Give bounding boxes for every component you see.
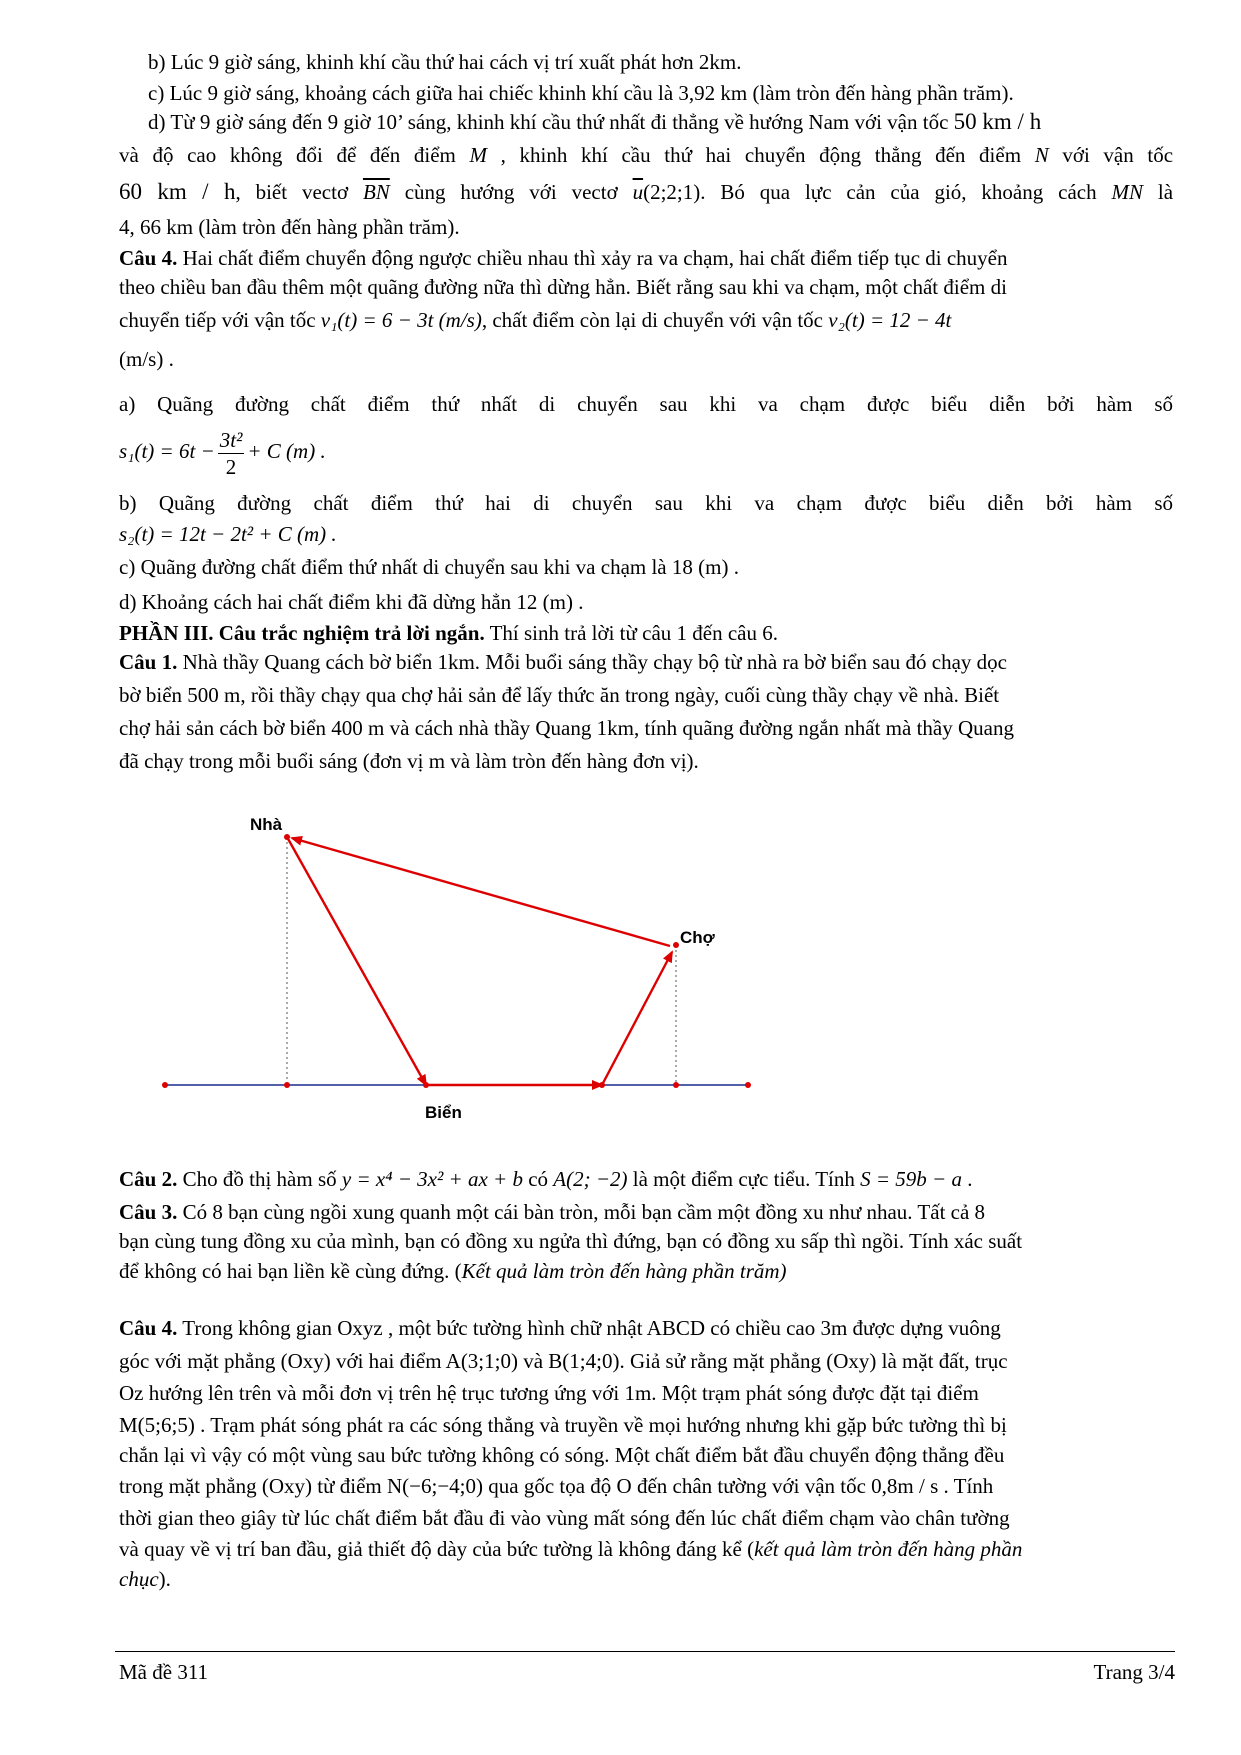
coast-point [673,1082,679,1088]
c4-line5: chắn lại vì vậy có một vùng sau bức tường không có sóng. Một chất điểm bắt đầu chuyển động thẳng đều [119,1443,1005,1467]
question-4-a: a) Quãng đường chất điểm thứ nhất di chuyển sau khi va chạm được biểu diễn bởi hàm số [119,392,1173,416]
c2-line: Câu 2. Cho đồ thị hàm số y = x⁴ − 3x² + ax + b có A(2; −2) là một điểm cực tiểu. Tính S = 59b − a . [119,1167,973,1191]
fraction: $\frac{\text{3t²}}{2}$ [219,427,243,479]
question-4-a-formula: s₁(t) = 6t − $\frac{\text{3t²}}{2}$ + C (m) . [119,427,326,479]
route-figure [140,795,780,1135]
c4-line2: góc với mặt phẳng (Oxy) với hai điểm A(3;1;0) và B(1;4;0). Giả sử rằng mặt phẳng (Oxy) là mặt đất, trục [119,1349,1008,1373]
path-sea-to-market [602,952,672,1085]
c4-line4: M(5;6;5) . Trạm phát sóng phát ra các sóng thẳng và truyền về mọi hướng nhưng khi gặp bức tường thì bị [119,1413,1007,1437]
item-b-line: b) Lúc 9 giờ sáng, khinh khí cầu thứ hai cách vị trí xuất phát hơn 2km. [148,50,742,74]
item-d-line2: và độ cao không đổi để đến điểm M , khinh khí cầu thứ hai chuyển động thẳng đến điểm N với vận tốc [119,143,1174,167]
label-sea: Biển [425,1103,462,1122]
item-d-line3: 60 km / h, biết vectơ $\overline{BN}$ cùng hướng với vectơ $\overline{u}(2;2;1)$. Bó qua lực cản của gió, khoảng cách MN là [119,179,1174,204]
c3-line1: Câu 3. Có 8 bạn cùng ngồi xung quanh một cái bàn tròn, mỗi bạn cầm một đồng xu như nhau. Tất cả 8 [119,1200,986,1224]
item-d-line4: 4, 66 km (làm tròn đến hàng phần trăm). [119,215,460,239]
market-point [673,942,679,948]
c4-line3: Oz hướng lên trên và mỗi đơn vị trên hệ trục tương ứng với 1m. Một trạm phát sóng được đặt tại điểm [119,1381,979,1405]
c4-line6: trong mặt phẳng (Oxy) từ điểm N(−6;−4;0) qua gốc tọa độ O đến chân tường với vận tốc 0,8m / s . Tính [119,1474,994,1498]
c4-line9: chục). [119,1567,171,1591]
c1-line3: chợ hải sản cách bờ biển 400 m và cách nhà thầy Quang 1km, tính quãng đường ngắn nhất mà thầy Quang [119,716,1014,740]
question-4-d: d) Khoảng cách hai chất điểm khi đã dừng hẳn 12 (m) . [119,590,584,614]
item-d-line1: d) Từ 9 giờ sáng đến 9 giờ 10’ sáng, khinh khí cầu thứ nhất đi thẳng về hướng Nam với vận tốc 50 km / h [148,109,1042,134]
c3-line3: để không có hai bạn liền kề cùng đứng. (Kết quả làm tròn đến hàng phần trăm) [119,1259,787,1283]
home-point [284,834,290,840]
c4-line7: thời gian theo giây từ lúc chất điểm bắt đầu đi vào vùng mất sóng đến lúc chất điểm chạm vào chân tường [119,1506,1010,1530]
question-4-b-formula: s₂(t) = 12t − 2t² + C (m) . [119,522,337,546]
item-c-line: c) Lúc 9 giờ sáng, khoảng cách giữa hai chiếc khinh khí cầu là 3,92 km (làm tròn đến hàng phần trăm). [148,81,1014,105]
question-4-line2: theo chiều ban đầu thêm một quãng đường nữa thì dừng hẳn. Biết rằng sau khi va chạm, một chất điểm di [119,275,1007,299]
c1-line2: bờ biển 500 m, rồi thầy chạy qua chợ hải sản để lấy thức ăn trong ngày, cuối cùng thầy chạy về nhà. Biết [119,683,1000,707]
path-market-to-home [292,838,670,946]
c4-line1: Câu 4. Trong không gian Oxyz , một bức tường hình chữ nhật ABCD có chiều cao 3m được dựng vuông [119,1316,1001,1340]
label-home: Nhà [250,815,283,834]
footer-divider [115,1651,1175,1652]
question-4-line4: (m/s) . [119,347,174,371]
c4-line8: và quay về vị trí ban đầu, giả thiết độ dày của bức tường là không đáng kể (kết quả làm tròn đến hàng phần [119,1537,1023,1561]
part-3-heading: PHẦN III. Câu trắc nghiệm trả lời ngắn. Thí sinh trả lời từ câu 1 đến câu 6. [119,621,779,645]
question-4-line3: chuyển tiếp với vận tốc v₁(t) = 6 − 3t (m/s), chất điểm còn lại di chuyển với vận tốc v₂(t) = 12 − 4t [119,308,952,332]
c3-line2: bạn cùng tung đồng xu của mình, bạn có đồng xu ngửa thì đứng, bạn có đồng xu sấp thì ngồi. Tính xác suất [119,1229,1023,1253]
path-home-to-sea [287,837,426,1085]
exam-code: Mã đề 311 [119,1660,209,1684]
question-4-line1: Câu 4. Hai chất điểm chuyển động ngược chiều nhau thì xảy ra va chạm, hai chất điểm tiếp tục di chuyển [119,246,1008,270]
page-number: Trang 3/4 [1093,1660,1175,1684]
question-4-b: b) Quãng đường chất điểm thứ hai di chuyển sau khi va chạm được biểu diễn bởi hàm số [119,491,1173,515]
coast-point [162,1082,168,1088]
c1-line1: Câu 1. Nhà thầy Quang cách bờ biển 1km. Mỗi buổi sáng thầy chạy bộ từ nhà ra bờ biển sau đó chạy dọc [119,650,1007,674]
coast-point [284,1082,290,1088]
coast-point [745,1082,751,1088]
question-4-c: c) Quãng đường chất điểm thứ nhất di chuyển sau khi va chạm là 18 (m) . [119,555,739,579]
c1-line4: đã chạy trong mỗi buổi sáng (đơn vị m và làm tròn đến hàng đơn vị). [119,749,699,773]
coast-point [599,1082,605,1088]
coast-point [423,1082,429,1088]
label-market: Chợ [680,928,715,947]
